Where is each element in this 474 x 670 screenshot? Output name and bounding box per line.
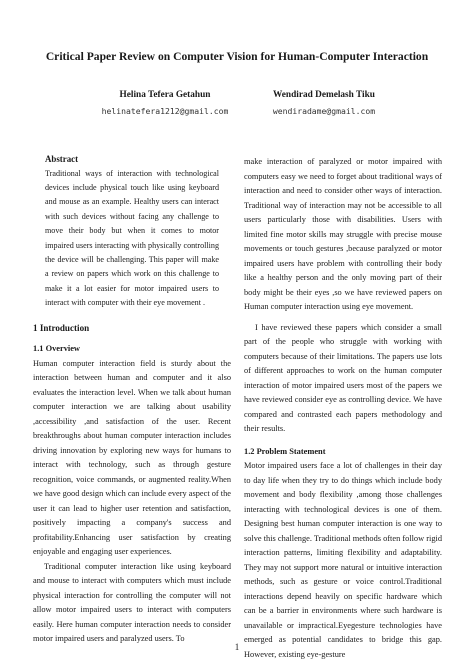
- paragraph: Traditional computer interaction like using keyboard and mouse to interact with computers which must include physical interaction for controlling the computer will not allow motor impaired users to interact with computers easily. Here human computer interaction needs to consider motor impaired users and paralyzed users. To: [33, 561, 231, 644]
- paper-title: Critical Paper Review on Computer Vision for Human-Computer Interaction: [45, 50, 429, 63]
- paragraph: make interaction of paralyzed or motor impaired with computers easy we need to forget about traditional ways of interaction and need to consider other ways of interaction. Traditional way of interaction may not be accessible to all users particularly those with disabilities. Users with limited fine motor skills may struggle with precise mouse movements or touch gestures ,because paralyzed or motor impaired users have problem with controlling their body like a healthy person and the only moving part of their body might be their eyes ,so we have reviewed papers on Human computer interaction using eye movement.: [244, 157, 442, 311]
- page-number: 1: [234, 642, 240, 652]
- section-heading-introduction: 1 Introduction: [33, 322, 90, 333]
- abstract-block: [33, 152, 231, 311]
- paragraph: Human computer interaction field is sturdy about the interaction between human and computer and it also evaluates the interaction level. When we talk about human computer interaction we are talking about usability ,accessibility ,and satisfaction of the user. Recent breakthroughs about human computer interaction includes driving innovation by exploring new ways for humans to interact with technology, such as through gesture recognition, voice commands, or augmented reality.When we have good design which can include every aspect of the user it can lead to higher user retention and satisfaction, positively impacting a company's success and profitability.Enhancing user satisfaction by creating enjoyable and engaging user experiences.: [33, 358, 231, 557]
- author-email: helinatefera1212@gmail.com: [101, 106, 229, 116]
- author-name: Helina Tefera Getahun: [119, 90, 211, 100]
- abstract-text: Traditional ways of interaction with technological devices include physical touch like using keyboard and mouse as an example. Healthy users can interact with such devices without facing any challenge to move their body but when it comes to motor impaired users interacting with physically controlling the device will be challenging. This paper will make a review on papers which work on this challenge to make it a lot easier for motor impaired users to interact with computer with their eye movement .: [45, 168, 219, 308]
- subsection-heading-overview: 1.1 Overview: [33, 344, 80, 354]
- right-column: [244, 155, 442, 662]
- left-column: [33, 152, 231, 647]
- paragraph: I have reviewed these papers which consider a small part of the people who struggle with working with computers because of their limitations. The papers use lots of different approaches to work on the human computer interaction of motor impaired users most of the papers we have reviewed consider eye as controlling device. We have compared and contrasted each papers methodology and their results.: [244, 322, 442, 433]
- author-2: [224, 90, 424, 116]
- subsection-heading-problem-statement: 1.2 Problem Statement: [244, 446, 326, 456]
- author-email: wendiradame@gmail.com: [272, 106, 376, 116]
- author-name: Wendirad Demelash Tiku: [273, 90, 375, 100]
- abstract-heading: Abstract: [45, 154, 79, 164]
- paragraph: Motor impaired users face a lot of challenges in their day to day life when they try to do things which include body movement and body flexibility ,among those challenges interacting with technological devices is one of them. Designing best human computer interaction is one way to solve this challenge. Traditional methods often follow rigid interaction patterns, limiting flexibility and adaptability. They may not support more natural or intuitive interaction methods, such as gesture or voice control.Traditional interactions depend heavily on specific hardware which can be a barrier in environments where such hardware is unavailable or impractical.Eyegesture technologies have emerged as potential candidates to bridge this gap. However, existing eye-gesture: [244, 461, 442, 659]
